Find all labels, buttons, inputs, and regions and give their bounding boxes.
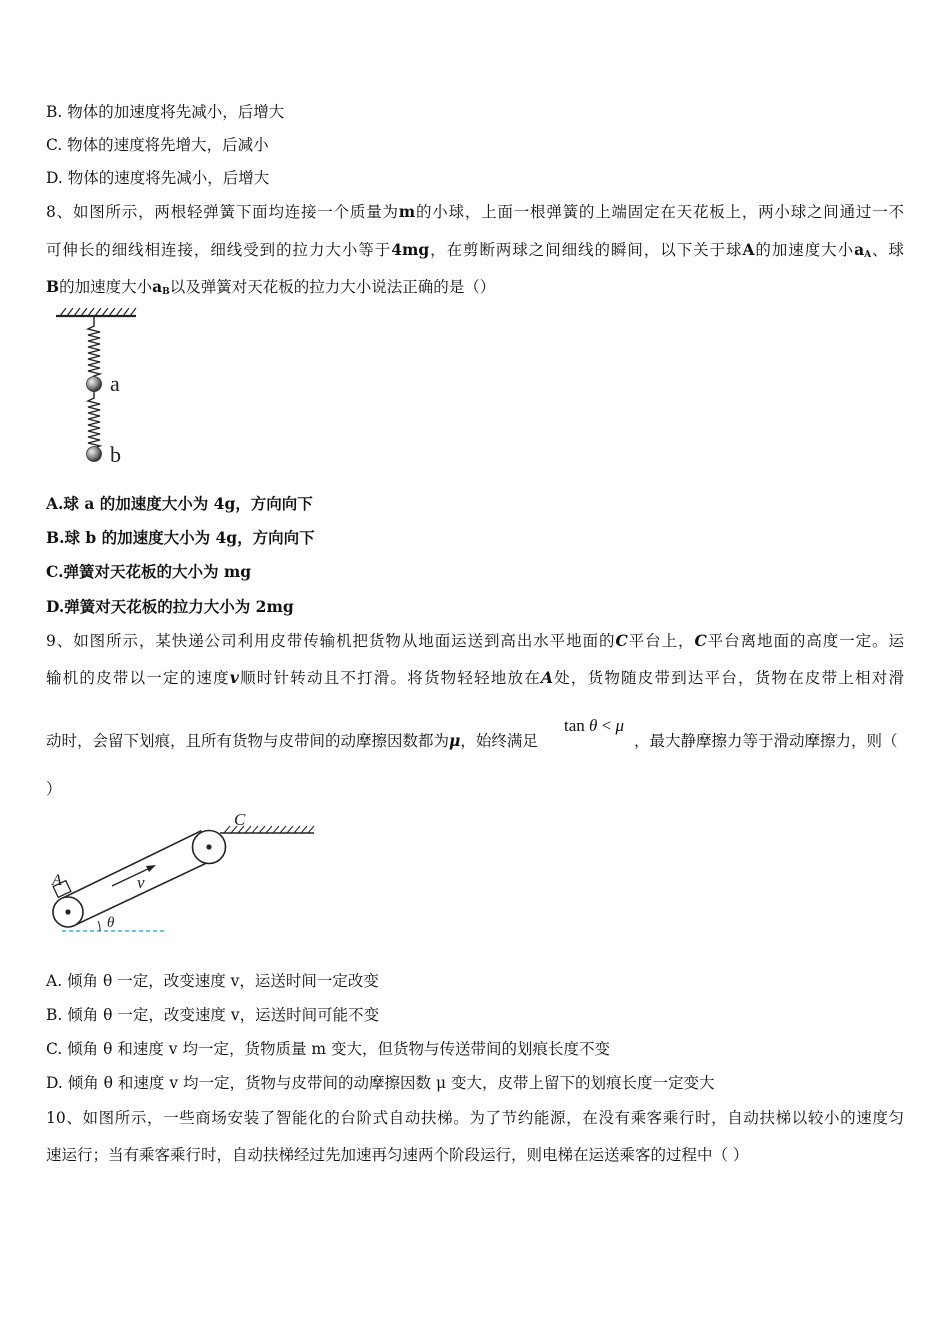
- q9-stem-line-3b: ，最大静摩擦力等于滑动摩擦力，则（: [634, 732, 898, 750]
- label-theta: θ: [107, 915, 115, 931]
- q9-stem-line-1: 9、如图所示，某快递公司利用皮带传输机把货物从地面运送到高出水平地面的C平台上，C平台离地面的高度一定。运: [46, 631, 904, 650]
- q8-option-a: A.球 a 的加速度大小为 4g，方向向下: [46, 494, 313, 513]
- q9-formula: tan θ < μ: [564, 716, 625, 735]
- ball-a: [87, 377, 102, 392]
- ball-b: [87, 447, 102, 462]
- q8-spring-figure: [52, 308, 152, 470]
- q8-option-c: C.弹簧对天花板的大小为 mg: [46, 562, 252, 581]
- q9-stem-line-2: 输机的皮带以一定的速度v顺时针转动且不打滑。将货物轻轻地放在A处，货物随皮带到达平台，货物在皮带上相对滑: [46, 668, 904, 687]
- q7-option-c: C. 物体的速度将先增大，后减小: [46, 136, 269, 154]
- q8-stem-line-3: B的加速度大小$a_B$以及弹簧对天花板的拉力大小说法正确的是（）: [46, 277, 496, 297]
- q9-stem-line-3a: 动时，会留下划痕，且所有货物与皮带间的动摩擦因数都为μ，始终满足: [46, 731, 538, 750]
- q10-stem-line-1: 10、如图所示，一些商场安装了智能化的台阶式自动扶梯。为了节约能源，在没有乘客乘行时，自动扶梯以较小的速度匀: [46, 1109, 904, 1127]
- q9-option-d: D. 倾角 θ 和速度 v 均一定，货物与皮带间的动摩擦因数 μ 变大，皮带上留下的划痕长度一定变大: [46, 1074, 715, 1092]
- label-A: A: [52, 872, 62, 889]
- label-v: v: [137, 873, 145, 892]
- q8-option-d: D.弹簧对天花板的拉力大小为 2mg: [46, 597, 294, 616]
- q9-option-b: B. 倾角 θ 一定，改变速度 v，运送时间可能不变: [46, 1006, 380, 1024]
- q8-stem-line-1: 8、如图所示，两根轻弹簧下面均连接一个质量为m的小球，上面一根弹簧的上端固定在天花板上，两小球之间通过一不: [46, 202, 904, 221]
- q9-option-c: C. 倾角 θ 和速度 v 均一定，货物质量 m 变大，但货物与传送带间的划痕长度不变: [46, 1040, 611, 1058]
- q7-option-b: B. 物体的加速度将先减小，后增大: [46, 103, 285, 121]
- label-a: a: [110, 371, 120, 396]
- q9-option-a: A. 倾角 θ 一定，改变速度 v，运送时间一定改变: [46, 972, 379, 990]
- velocity-arrow: [146, 865, 156, 872]
- q9-stem-line-4: ）: [46, 780, 62, 798]
- label-b: b: [110, 442, 121, 467]
- q9-conveyor-figure: [44, 808, 324, 938]
- label-C: C: [234, 810, 246, 829]
- q8-stem-line-2: 可伸长的细线相连接，细线受到的拉力大小等于4mg，在剪断两球之间细线的瞬间，以下关于球A的加速度大小$a_A$、球: [46, 240, 904, 260]
- q8-option-b: B.球 b 的加速度大小为 4g，方向向下: [46, 528, 315, 547]
- q7-option-d: D. 物体的速度将先减小，后增大: [46, 169, 270, 187]
- q10-stem-line-2: 速运行；当有乘客乘行时，自动扶梯经过先加速再匀速两个阶段运行，则电梯在运送乘客的过程中（ ）: [46, 1146, 749, 1164]
